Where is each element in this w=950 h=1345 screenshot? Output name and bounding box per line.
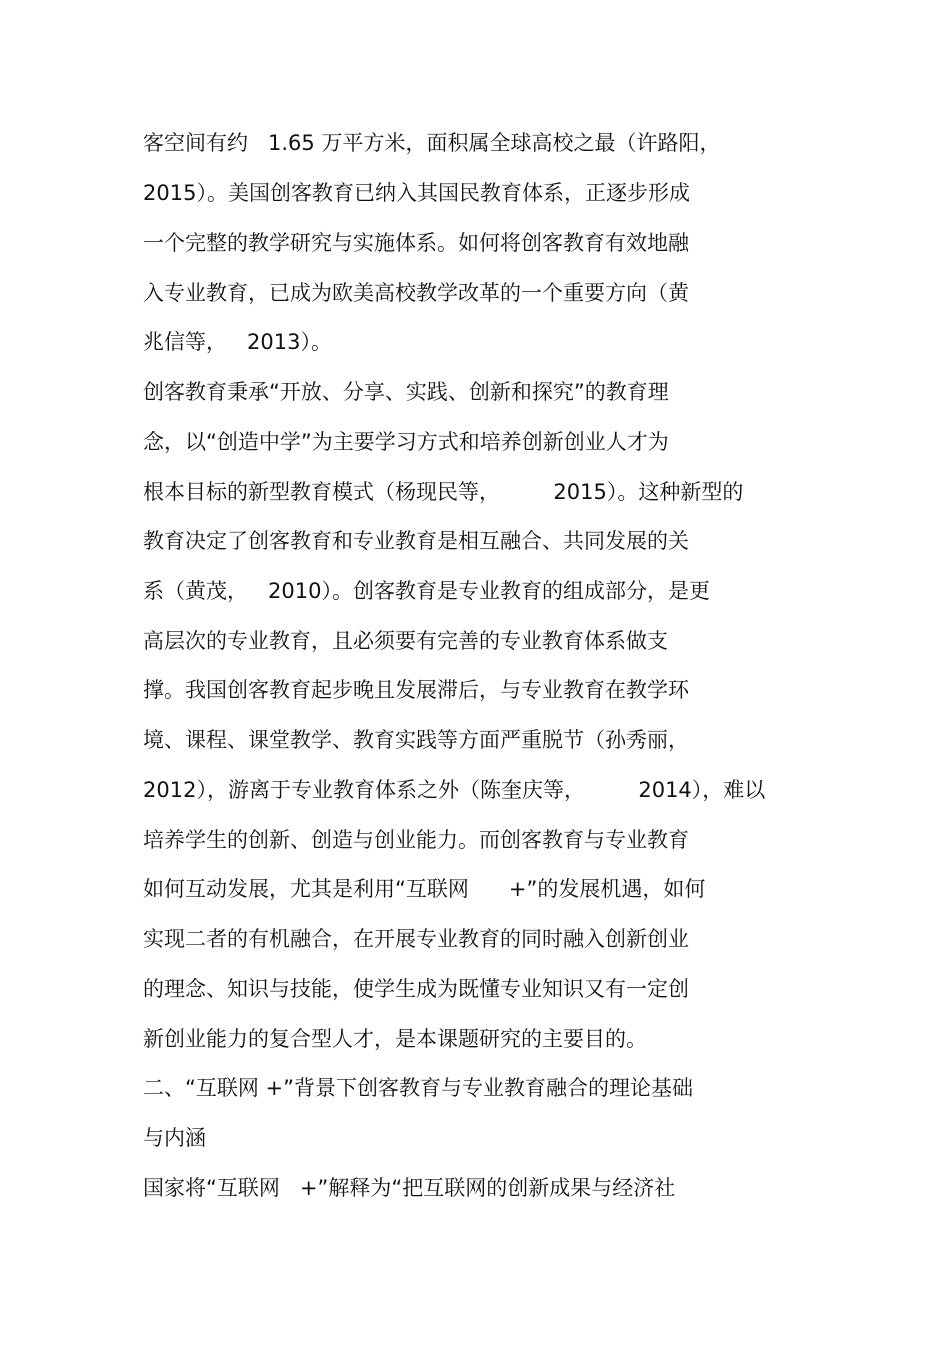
text-line: 实现二者的有机融合，在开展专业教育的同时融入创新创业 [143,927,689,951]
text-line: 如何互动发展，尤其是利用“互联网 +”的发展机遇，如何 [143,877,706,901]
text-line: 一个完整的教学研究与实施体系。如何将创客教育有效地融 [143,231,689,255]
section-heading-continued: 与内涵 [143,1126,206,1150]
text-line: 入专业教育，已成为欧美高校教学改革的一个重要方向（黄 [143,281,689,305]
text-line: 系（黄茂， 2010）。创客教育是专业教育的组成部分，是更 [143,579,710,603]
paragraph-start-line: 国家将“互联网 +”解释为“把互联网的创新成果与经济社 [143,1176,676,1200]
text-line: 2012），游离于专业教育体系之外（陈奎庆等， 2014），难以 [143,778,766,802]
text-line: 念，以“创造中学”为主要学习方式和培养创新创业人才为 [143,430,669,454]
text-line: 高层次的专业教育，且必须要有完善的专业教育体系做支 [143,629,668,653]
text-line: 教育决定了创客教育和专业教育是相互融合、共同发展的关 [143,529,689,553]
text-line: 境、课程、课堂教学、教育实践等方面严重脱节（孙秀丽， [143,728,689,752]
text-line: 兆信等， 2013）。 [143,330,332,354]
paragraph-start-line: 创客教育秉承“开放、分享、实践、创新和探究”的教育理 [143,380,669,404]
text-line: 的理念、知识与技能，使学生成为既懂专业知识又有一定创 [143,977,689,1001]
text-line: 撑。我国创客教育起步晚且发展滞后，与专业教育在教学环 [143,678,689,702]
section-heading: 二、“互联网 +”背景下创客教育与专业教育融合的理论基础 [143,1076,694,1100]
text-line: 培养学生的创新、创造与创业能力。而创客教育与专业教育 [143,828,689,852]
text-line: 客空间有约 1.65 万平方米，面积属全球高校之最（许路阳， [143,131,721,155]
text-line: 根本目标的新型教育模式（杨现民等， 2015）。这种新型的 [143,480,744,504]
text-line: 2015）。美国创客教育已纳入其国民教育体系，正逐步形成 [143,181,690,205]
text-line: 新创业能力的复合型人才，是本课题研究的主要目的。 [143,1027,647,1051]
